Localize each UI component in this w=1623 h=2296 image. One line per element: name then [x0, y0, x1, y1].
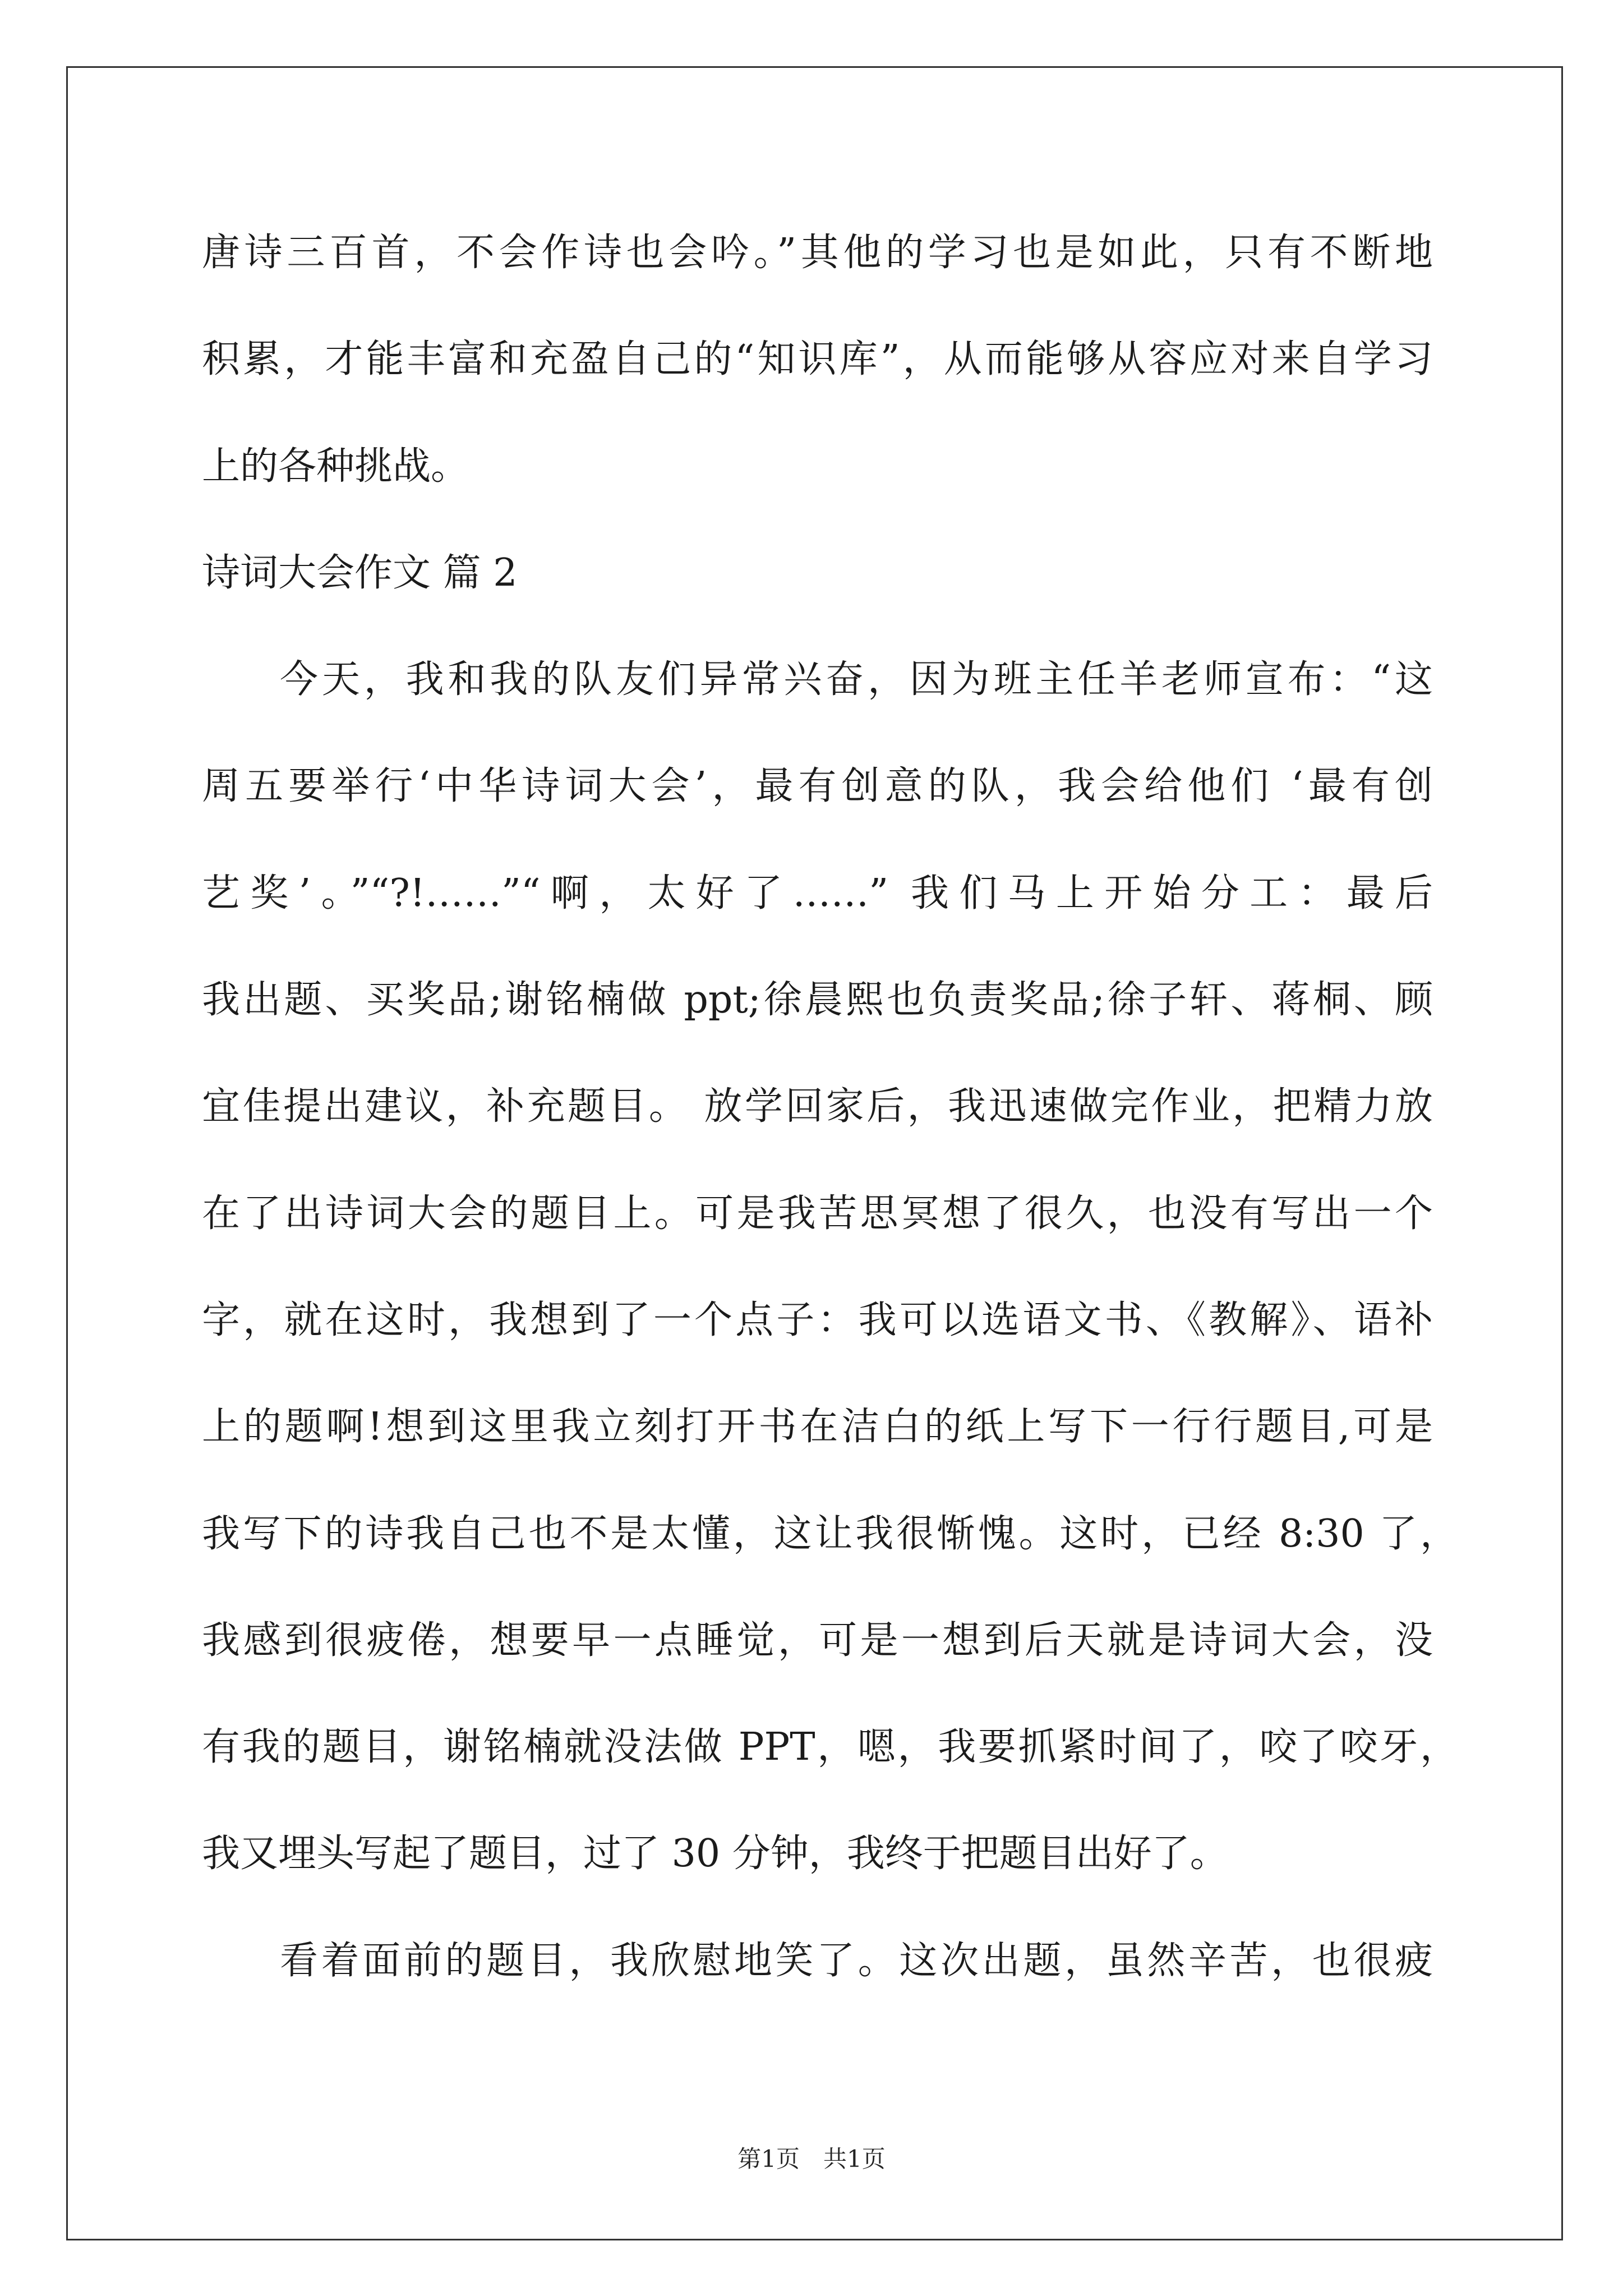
text-line: 有我的题目，谢铭楠就没法做 PPT，嗯，我要抓紧时间了，咬了咬牙，	[202, 1725, 1458, 1770]
text-line: 周五要举行‘中华诗词大会’，最有创意的队，我会给他们 ‘最有创	[202, 764, 1433, 809]
paragraph-first-line: 今天，我和我的队友们异常兴奋，因为班主任羊老师宣布：“这	[280, 657, 1433, 702]
text-line: 宜佳提出建议，补充题目。 放学回家后，我迅速做完作业，把精力放	[202, 1084, 1433, 1129]
text-line: 唐诗三百首，不会作诗也会吟。”其他的学习也是如此，只有不断地	[202, 231, 1433, 275]
text-line: 我感到很疲倦，想要早一点睡觉，可是一想到后天就是诗词大会，没	[202, 1618, 1433, 1663]
text-line: 上的题啊!想到这里我立刻打开书在洁白的纸上写下一行行题目,可是	[202, 1405, 1433, 1450]
text-line: 上的各种挑战。	[202, 444, 469, 489]
page-number-footer: 第1页 共1页	[737, 2145, 886, 2173]
document-body	[202, 200, 1458, 2014]
text-line: 字，就在这时，我想到了一个点子：我可以选语文书、《教解》、语补	[202, 1297, 1433, 1342]
section-title: 诗词大会作文 篇 2	[202, 550, 518, 595]
text-line: 艺奖’。”“?!……”“啊，太好了……” 我们马上开始分工：最后	[202, 871, 1433, 915]
text-line: 我又埋头写起了题目，过了 30 分钟，我终于把题目出好了。	[202, 1832, 1228, 1876]
text-line: 我出题、买奖品;谢铭楠做 ppt;徐晨熙也负责奖品;徐子轩、蒋桐、顾	[202, 978, 1433, 1023]
text-line: 积累，才能丰富和充盈自己的“知识库”，从而能够从容应对来自学习	[202, 337, 1433, 382]
text-line: 我写下的诗我自己也不是太懂，这让我很惭愧。这时，已经 8:30 了，	[202, 1511, 1458, 1556]
text-line: 在了出诗词大会的题目上。可是我苦思冥想了很久，也没有写出一个	[202, 1191, 1433, 1236]
paragraph-first-line: 看着面前的题目，我欣慰地笑了。这次出题，虽然辛苦，也很疲	[280, 1938, 1433, 1983]
